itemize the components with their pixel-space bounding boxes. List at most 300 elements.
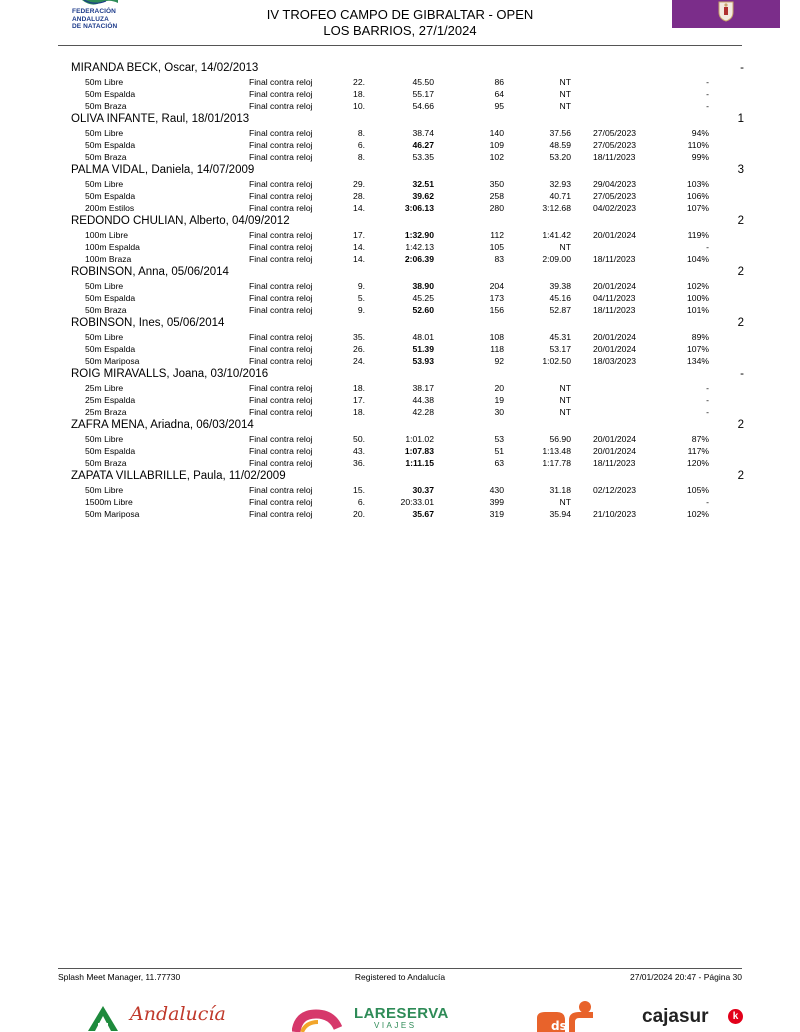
result-points: 430 [489,485,504,495]
result-entry-date: 18/03/2023 [593,356,637,366]
result-entry-time: 48.59 [549,140,571,150]
result-percentage: 107% [687,203,709,213]
result-percentage: 102% [687,509,709,519]
result-place: 22. [353,77,365,87]
federation-line: ANDALUZA [72,15,109,23]
athlete-name: REDONDO CHULIAN, Alberto, 04/09/2012 [71,215,290,227]
result-time: 3:06.13 [404,203,434,213]
result-round: Final contra reloj [249,332,313,342]
athlete-code: 3 [737,164,744,176]
result-time: 45.25 [412,293,434,303]
result-entry-date: 18/11/2023 [593,254,636,264]
result-round: Final contra reloj [249,293,313,303]
result-points: 63 [494,458,504,468]
result-row [0,241,800,253]
result-points: 112 [490,230,504,240]
result-entry-time: 31.18 [549,485,571,495]
result-entry-date: 20/01/2024 [593,332,637,342]
result-place: 50. [353,434,365,444]
result-time: 1:01.02 [405,434,434,444]
result-row [0,484,800,496]
athlete-block [0,469,800,520]
result-event: 25m Braza [85,407,127,417]
result-entry-time: NT [559,77,571,87]
meet-title-line2: LOS BARRIOS, 27/1/2024 [323,23,477,38]
page-header [0,0,800,46]
result-place: 9. [357,281,365,291]
result-round: Final contra reloj [249,254,313,264]
athlete-name: PALMA VIDAL, Daniela, 14/07/2009 [71,164,255,176]
result-entry-time: 45.16 [549,293,571,303]
result-place: 15. [353,485,365,495]
result-row [0,280,800,292]
result-percentage: 110% [687,140,709,150]
result-time: 51.39 [412,344,434,354]
result-place: 35. [353,332,365,342]
result-entry-time: 56.90 [549,434,571,444]
result-entry-time: 37.56 [549,128,571,138]
athlete-header [0,367,800,382]
result-row [0,457,800,469]
athlete-code: 1 [737,113,744,125]
result-entry-time: 1:13.48 [542,446,571,456]
result-entry-time: 2:09.00 [542,254,571,264]
athlete-code: - [740,62,744,74]
athlete-name: ROIG MIRAVALLS, Joana, 03/10/2016 [71,368,269,380]
ds-logo-text: ds [551,1019,567,1032]
result-event: 50m Espalda [85,140,136,150]
result-place: 26. [353,344,365,354]
result-time: 53.35 [412,152,434,162]
result-time: 1:07.83 [404,446,434,456]
result-round: Final contra reloj [249,101,313,111]
andalucia-a-icon [86,1003,120,1032]
result-event: 25m Espalda [85,395,136,405]
result-time: 35.67 [412,509,434,519]
result-percentage: - [706,89,709,99]
athlete-code: - [740,368,744,380]
result-percentage: - [706,77,709,87]
result-entry-time: 39.38 [549,281,571,291]
result-time: 53.93 [412,356,434,366]
result-round: Final contra reloj [249,458,313,468]
result-entry-time: NT [559,89,571,99]
result-place: 8. [357,128,365,138]
result-entry-time: 35.94 [549,509,571,519]
result-percentage: 107% [687,344,709,354]
result-row [0,202,800,214]
result-row [0,127,800,139]
result-entry-time: 1:41.42 [542,230,571,240]
athlete-header [0,418,800,433]
meet-title-line1: IV TROFEO CAMPO DE GIBRALTAR - OPEN [266,7,534,22]
result-percentage: - [706,383,709,393]
result-entry-time: 1:17.78 [542,458,571,468]
result-percentage: 106% [687,191,709,201]
result-place: 28. [353,191,365,201]
result-points: 92 [494,356,504,366]
result-percentage: 89% [691,332,709,342]
result-round: Final contra reloj [249,305,313,315]
result-place: 17. [353,395,365,405]
athlete-header [0,163,800,178]
sponsor-andalucia-text: Andalucía [130,1003,226,1025]
result-row [0,382,800,394]
result-row [0,253,800,265]
result-points: 108 [489,332,504,342]
result-round: Final contra reloj [249,434,313,444]
cajasur-badge-icon: k [728,1009,743,1024]
result-points: 19 [494,395,504,405]
result-entry-date: 04/11/2023 [593,293,636,303]
result-round: Final contra reloj [249,383,313,393]
sponsor-bar [0,1000,800,1032]
result-event: 1500m Libre [85,497,133,507]
result-event: 50m Braza [85,101,127,111]
athlete-code: 2 [737,470,744,482]
result-event: 50m Libre [85,128,124,138]
result-entry-date: 20/01/2024 [593,446,637,456]
result-points: 204 [489,281,504,291]
result-round: Final contra reloj [249,497,313,507]
result-place: 36. [353,458,365,468]
result-points: 83 [494,254,504,264]
result-percentage: 100% [687,293,709,303]
result-time: 30.37 [412,485,434,495]
result-round: Final contra reloj [249,128,313,138]
athlete-block [0,112,800,163]
result-points: 102 [489,152,504,162]
result-percentage: 120% [687,458,709,468]
result-entry-date: 18/11/2023 [593,152,636,162]
footer-registration: Registered to Andalucía [354,972,446,982]
federation-line: FEDERACIÓN [72,8,116,15]
athlete-block [0,418,800,469]
result-entry-time: 53.17 [549,344,571,354]
result-points: 258 [489,191,504,201]
result-event: 50m Mariposa [85,509,140,519]
result-round: Final contra reloj [249,407,313,417]
result-round: Final contra reloj [249,191,313,201]
result-points: 140 [489,128,504,138]
result-entry-date: 20/01/2024 [593,344,637,354]
result-round: Final contra reloj [249,230,313,240]
result-place: 10. [353,101,365,111]
result-row [0,433,800,445]
result-percentage: 117% [687,446,709,456]
result-points: 86 [494,77,504,87]
result-row [0,178,800,190]
athlete-code: 2 [737,419,744,431]
result-row [0,355,800,367]
result-event: 50m Espalda [85,89,136,99]
result-place: 18. [353,89,365,99]
result-entry-date: 20/01/2024 [593,281,637,291]
header-divider [58,45,742,46]
result-entry-time: NT [559,407,571,417]
athlete-name: ZAFRA MENA, Ariadna, 06/03/2014 [71,419,254,431]
result-place: 9. [357,305,365,315]
result-percentage: - [706,395,709,405]
result-round: Final contra reloj [249,242,313,252]
athlete-header [0,214,800,229]
result-round: Final contra reloj [249,140,313,150]
sponsor-lareserva [292,1006,462,1032]
result-entry-date: 20/01/2024 [593,230,637,240]
result-place: 24. [353,356,365,366]
athlete-name: ROBINSON, Ines, 05/06/2014 [71,317,225,329]
sponsor-ds [535,1000,599,1032]
result-entry-time: NT [559,497,571,507]
result-time: 32.51 [412,179,434,189]
page-footer [58,970,742,984]
result-percentage: 99% [691,152,709,162]
ds-logo-icon [535,1000,599,1032]
federation-emblem-icon [80,0,120,8]
result-time: 46.27 [412,140,434,150]
result-time: 39.62 [412,191,434,201]
result-points: 30 [494,407,504,417]
result-entry-time: 53.20 [549,152,571,162]
result-time: 52.60 [412,305,434,315]
result-place: 5. [357,293,365,303]
result-time: 38.74 [412,128,434,138]
lareserva-swirl-icon [292,1006,342,1032]
result-entry-date: 04/02/2023 [593,203,637,213]
athlete-block [0,367,800,418]
athlete-block [0,316,800,367]
athlete-code: 2 [737,215,744,227]
result-row [0,496,800,508]
result-round: Final contra reloj [249,152,313,162]
result-percentage: 104% [687,254,709,264]
result-time: 55.17 [412,89,434,99]
result-time: 42.28 [412,407,434,417]
result-percentage: - [706,101,709,111]
result-points: 399 [489,497,504,507]
result-percentage: 103% [687,179,709,189]
result-row [0,190,800,202]
result-entry-time: 32.93 [549,179,571,189]
sponsor-andalucia [86,1003,226,1032]
result-entry-date: 27/05/2023 [593,128,637,138]
sponsor-cajasur [642,1006,752,1032]
result-percentage: 105% [687,485,709,495]
result-event: 50m Braza [85,152,127,162]
result-event: 50m Braza [85,305,127,315]
federation-logo [72,0,128,34]
result-event: 50m Mariposa [85,356,140,366]
result-event: 50m Libre [85,434,124,444]
athlete-header [0,61,800,76]
sponsor-cajasur-text: cajasur [642,1006,709,1027]
result-place: 8. [357,152,365,162]
result-row [0,88,800,100]
athlete-header [0,112,800,127]
result-percentage: - [706,407,709,417]
result-round: Final contra reloj [249,509,313,519]
footer-divider [58,968,742,969]
footer-software: Splash Meet Manager, 11.77730 [58,972,181,982]
result-round: Final contra reloj [249,77,313,87]
athlete-code: 2 [737,317,744,329]
result-entry-date: 02/12/2023 [593,485,637,495]
result-time: 20:33.01 [400,497,434,507]
athlete-header [0,469,800,484]
shield-icon [716,0,736,22]
athlete-header [0,316,800,331]
result-row [0,394,800,406]
result-time: 1:32.90 [404,230,434,240]
federation-line: DE NATACIÓN [72,23,118,30]
athlete-block [0,214,800,265]
result-row [0,229,800,241]
sponsor-lareserva-subtext: VIAJES [374,1021,417,1030]
club-crest-banner [672,0,780,28]
result-time: 54.66 [412,101,434,111]
federation-name [72,8,132,31]
result-event: 50m Espalda [85,446,136,456]
result-event: 50m Libre [85,332,124,342]
result-time: 1:11.15 [405,458,434,468]
athlete-header [0,265,800,280]
result-entry-date: 27/05/2023 [593,140,637,150]
sponsor-lareserva-text: LARESERVA [354,1005,449,1022]
result-entry-date: 21/10/2023 [593,509,637,519]
result-row [0,406,800,418]
result-entry-date: 18/11/2023 [593,305,636,315]
result-row [0,508,800,520]
result-points: 319 [489,509,504,519]
result-percentage: 119% [687,230,709,240]
result-event: 50m Libre [85,179,124,189]
result-time: 38.17 [412,383,434,393]
result-time: 45.50 [412,77,434,87]
athlete-name: ZAPATA VILLABRILLE, Paula, 11/02/2009 [71,470,286,482]
result-row [0,139,800,151]
result-time: 48.01 [412,332,434,342]
result-points: 173 [489,293,504,303]
result-event: 50m Espalda [85,293,136,303]
result-place: 6. [357,497,365,507]
result-entry-time: 40.71 [549,191,571,201]
result-entry-time: 1:02.50 [542,356,571,366]
result-points: 118 [490,344,504,354]
result-points: 280 [489,203,504,213]
result-event: 50m Braza [85,458,127,468]
result-place: 18. [353,407,365,417]
result-round: Final contra reloj [249,356,313,366]
result-place: 43. [353,446,365,456]
result-points: 64 [494,89,504,99]
result-round: Final contra reloj [249,395,313,405]
result-entry-time: NT [559,101,571,111]
result-event: 50m Libre [85,485,124,495]
result-percentage: - [706,497,709,507]
result-row [0,292,800,304]
result-place: 14. [353,242,365,252]
result-row [0,76,800,88]
result-row [0,304,800,316]
result-percentage: 94% [691,128,709,138]
result-round: Final contra reloj [249,485,313,495]
result-round: Final contra reloj [249,344,313,354]
athlete-name: OLIVA INFANTE, Raul, 18/01/2013 [71,113,250,125]
result-round: Final contra reloj [249,179,313,189]
result-place: 14. [353,254,365,264]
result-points: 105 [489,242,504,252]
result-place: 18. [353,383,365,393]
result-round: Final contra reloj [249,89,313,99]
result-points: 20 [494,383,504,393]
result-round: Final contra reloj [249,446,313,456]
result-percentage: 134% [687,356,709,366]
result-event: 50m Libre [85,281,124,291]
result-time: 38.90 [412,281,434,291]
result-row [0,343,800,355]
result-event: 100m Braza [85,254,132,264]
result-entry-time: NT [559,242,571,252]
result-place: 14. [353,203,365,213]
result-row [0,445,800,457]
result-entry-date: 20/01/2024 [593,434,637,444]
athlete-name: ROBINSON, Anna, 05/06/2014 [71,266,229,278]
result-entry-time: NT [559,383,571,393]
result-entry-date: 27/05/2023 [593,191,637,201]
result-entry-time: 45.31 [549,332,571,342]
result-points: 53 [494,434,504,444]
result-place: 6. [357,140,365,150]
result-event: 50m Espalda [85,191,136,201]
athlete-name: MIRANDA BECK, Oscar, 14/02/2013 [71,62,259,74]
athlete-code: 2 [737,266,744,278]
result-percentage: 87% [691,434,709,444]
result-points: 95 [494,101,504,111]
footer-timestamp-page: 27/01/2024 20:47 - Página 30 [629,972,742,982]
result-entry-date: 29/04/2023 [593,179,637,189]
result-event: 25m Libre [85,383,124,393]
athlete-block [0,265,800,316]
result-place: 17. [353,230,365,240]
result-row [0,331,800,343]
result-row [0,100,800,112]
result-percentage: 101% [687,305,709,315]
result-event: 50m Libre [85,77,124,87]
result-entry-time: NT [559,395,571,405]
meet-title [230,7,570,39]
result-place: 20. [353,509,365,519]
result-time: 1:42.13 [405,242,434,252]
athlete-block [0,61,800,112]
result-event: 200m Estilos [85,203,135,213]
result-entry-date: 18/11/2023 [593,458,636,468]
result-round: Final contra reloj [249,281,313,291]
result-event: 100m Libre [85,230,128,240]
result-entry-time: 3:12.68 [542,203,571,213]
result-percentage: - [706,242,709,252]
result-round: Final contra reloj [249,203,313,213]
result-event: 50m Espalda [85,344,136,354]
result-place: 29. [353,179,365,189]
result-points: 109 [489,140,504,150]
result-event: 100m Espalda [85,242,140,252]
result-points: 350 [489,179,504,189]
result-points: 156 [489,305,504,315]
result-points: 51 [494,446,504,456]
result-entry-time: 52.87 [549,305,571,315]
results-list [0,61,800,520]
result-percentage: 102% [687,281,709,291]
